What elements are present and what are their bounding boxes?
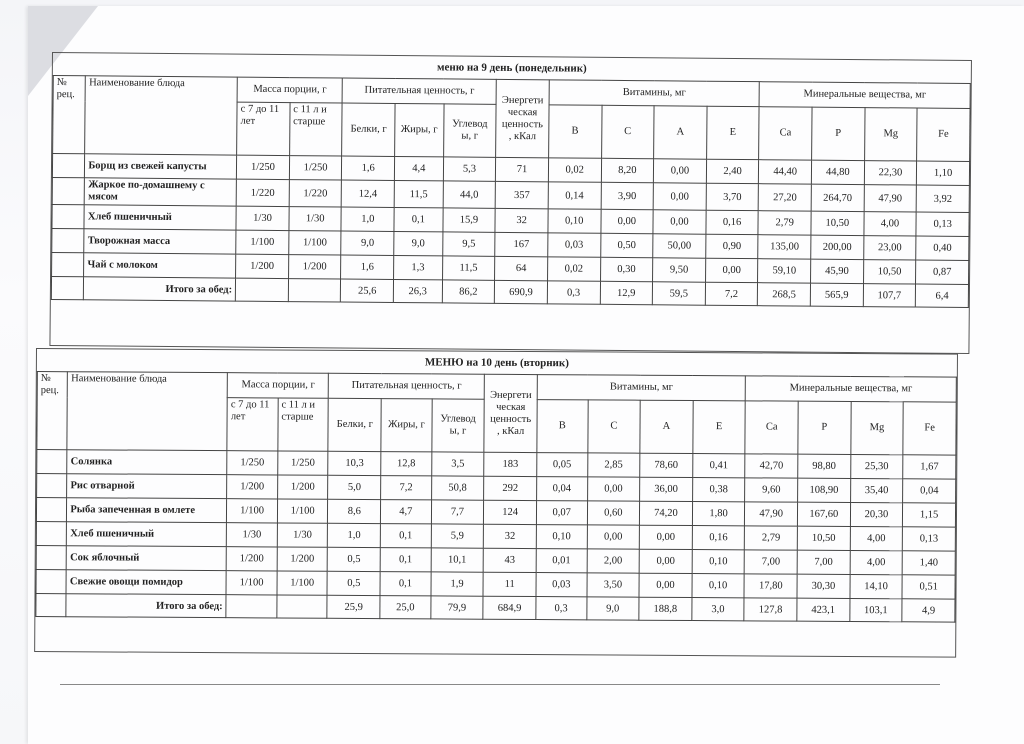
cell-vitamin-e: 2,40 [706, 159, 759, 183]
total-vitamin-c: 12,9 [600, 281, 653, 304]
cell-vitamin-a: 0,00 [639, 549, 692, 573]
cell-calcium: 2,79 [758, 211, 811, 235]
menu-block-day-10 [34, 348, 958, 658]
cell-mass-11-plus: 1/30 [277, 523, 328, 547]
cell-energy: 32 [484, 524, 537, 548]
cell-mass-11-plus: 1/250 [289, 156, 342, 180]
header-recipe-number: № рец. [53, 76, 86, 154]
cell-magnesium: 22,30 [864, 161, 917, 185]
cell-recipe-number [37, 450, 68, 474]
header-vitamin-c: C [601, 105, 654, 158]
cell-mass-7-11: 1/100 [227, 499, 278, 523]
cell-mass-11-plus: 1/200 [288, 255, 341, 279]
cell-phosphorus: 108,90 [798, 478, 851, 502]
cell-recipe-number [51, 277, 84, 300]
menu-title: МЕНЮ на 10 день (вторник) [424, 356, 569, 370]
header-phosphorus: P [812, 107, 865, 160]
cell-recipe-number [52, 253, 85, 277]
total-fat: 25,0 [380, 596, 431, 619]
cell-vitamin-c: 0,50 [600, 233, 653, 257]
cell-mass-11-plus: 1/30 [289, 207, 342, 231]
header-fat: Жиры, г [381, 399, 432, 452]
cell-energy: 357 [495, 181, 548, 208]
cell-mass-7-11: 1/100 [226, 571, 277, 595]
cell-recipe-number [52, 205, 85, 229]
cell-mass-7-11: 1/200 [227, 475, 278, 499]
cell-vitamin-c: 0,00 [587, 477, 640, 501]
cell-vitamin-b: 0,03 [548, 233, 601, 257]
cell-empty [288, 279, 341, 302]
cell-protein: 1,6 [341, 255, 394, 279]
cell-magnesium: 23,00 [863, 236, 916, 260]
cell-vitamin-b: 0,14 [548, 182, 601, 209]
cell-carbs: 44,0 [443, 181, 496, 208]
cell-recipe-number [52, 229, 85, 253]
cell-energy: 32 [495, 208, 548, 232]
cell-iron: 1,15 [903, 503, 956, 527]
cell-protein: 9,0 [341, 231, 394, 255]
header-energy: Энергети ческая ценность , кКал [496, 79, 549, 157]
total-vitamin-e: 3,0 [692, 598, 745, 621]
cell-protein: 0,5 [327, 571, 380, 595]
header-iron: Fe [917, 108, 970, 161]
cell-vitamin-c: 0,30 [600, 257, 653, 281]
cell-energy: 183 [484, 452, 537, 476]
total-magnesium: 107,7 [863, 284, 916, 307]
cell-magnesium: 20,30 [850, 502, 903, 526]
cell-vitamin-e: 0,00 [705, 258, 758, 282]
cell-recipe-number [52, 178, 85, 205]
cell-carbs: 3,5 [431, 452, 484, 476]
header-carbs: Углевод ы, г [432, 399, 485, 452]
cell-recipe-number [36, 546, 67, 570]
cell-carbs: 11,5 [442, 256, 495, 280]
cell-mass-7-11: 1/250 [227, 451, 278, 475]
cell-mass-7-11: 1/30 [236, 206, 289, 230]
cell-empty [236, 278, 289, 301]
cell-iron: 0,13 [916, 212, 969, 236]
cell-dish-name: Рыба запеченная в омлете [67, 498, 227, 523]
total-calcium: 268,5 [758, 283, 811, 306]
cell-vitamin-e: 0,16 [706, 210, 759, 234]
header-iron: Fe [903, 402, 956, 455]
total-label: Итого за обед: [84, 277, 236, 301]
cell-vitamin-c: 3,50 [587, 573, 640, 597]
total-carbs: 86,2 [442, 280, 495, 303]
cell-carbs: 9,5 [442, 232, 495, 256]
total-vitamin-b: 0,3 [547, 281, 600, 304]
cell-iron: 1,10 [917, 161, 970, 185]
cell-energy: 71 [496, 157, 549, 181]
cell-vitamin-b: 0,05 [537, 453, 588, 477]
total-carbs: 79,9 [431, 596, 484, 619]
cell-phosphorus: 44,80 [811, 160, 864, 184]
cell-calcium: 59,10 [758, 259, 811, 283]
cell-protein: 1,0 [341, 207, 394, 231]
header-vitamins: Витамины, мг [537, 375, 746, 401]
cell-recipe-number [36, 498, 67, 522]
cell-vitamin-a: 9,50 [653, 258, 706, 282]
total-vitamin-c: 9,0 [586, 597, 639, 620]
cell-mass-7-11: 1/100 [236, 230, 289, 254]
cell-vitamin-b: 0,01 [536, 549, 587, 573]
total-calcium: 127,8 [744, 598, 797, 621]
cell-iron: 1,40 [902, 551, 955, 575]
total-iron: 6,4 [916, 284, 969, 307]
cell-recipe-number [36, 570, 67, 594]
header-vitamin-c: C [587, 400, 640, 453]
cell-mass-7-11: 1/200 [236, 254, 289, 278]
cell-calcium: 17,80 [744, 574, 797, 598]
header-vitamin-e: E [706, 106, 759, 159]
cell-dish-name: Чай с молоком [84, 253, 236, 278]
total-phosphorus: 423,1 [797, 598, 850, 621]
cell-protein: 5,0 [328, 475, 381, 499]
cell-iron: 1,67 [903, 455, 956, 479]
header-vitamin-b: B [548, 105, 601, 158]
cell-carbs: 10,1 [431, 548, 484, 572]
cell-mass-11-plus: 1/250 [278, 451, 329, 475]
total-vitamin-a: 188,8 [639, 597, 692, 620]
cell-calcium: 27,20 [759, 184, 812, 211]
cell-carbs: 1,9 [431, 572, 484, 596]
total-protein: 25,9 [327, 595, 380, 618]
cell-recipe-number [52, 154, 85, 178]
cell-iron: 0,04 [903, 479, 956, 503]
cell-calcium: 44,40 [759, 160, 812, 184]
header-vitamin-b: B [537, 400, 588, 453]
header-calcium: Ca [745, 401, 798, 454]
cell-phosphorus: 98,80 [798, 454, 851, 478]
cell-phosphorus: 30,30 [797, 574, 850, 598]
cell-vitamin-c: 2,00 [587, 549, 640, 573]
cell-dish-name: Хлеб пшеничный [67, 522, 227, 547]
cell-fat: 0,1 [380, 548, 431, 572]
cell-fat: 4,4 [394, 156, 443, 180]
cell-energy: 167 [495, 232, 548, 256]
cell-vitamin-b: 0,04 [536, 477, 587, 501]
cell-magnesium: 25,30 [850, 454, 903, 478]
cell-energy: 64 [495, 256, 548, 280]
cell-mass-11-plus: 1/200 [277, 547, 328, 571]
header-fat: Жиры, г [395, 103, 444, 156]
cell-iron: 0,87 [916, 260, 969, 284]
cell-mass-11-plus: 1/220 [289, 180, 342, 207]
cell-iron: 0,51 [902, 575, 955, 599]
total-vitamin-b: 0,3 [536, 597, 587, 620]
cell-vitamin-c: 3,90 [601, 182, 654, 209]
cell-iron: 3,92 [916, 185, 969, 212]
cell-carbs: 50,8 [431, 476, 484, 500]
cell-fat: 0,1 [394, 207, 443, 231]
header-age-7-11: с 7 до 11 лет [227, 398, 278, 451]
cell-phosphorus: 7,00 [797, 550, 850, 574]
menu-title: меню на 9 день (понедельник) [436, 61, 587, 75]
total-energy: 684,9 [483, 596, 536, 619]
header-phosphorus: P [798, 401, 851, 454]
nutrition-table [51, 75, 971, 308]
header-protein: Белки, г [328, 398, 381, 451]
cell-vitamin-b: 0,02 [547, 257, 600, 281]
cell-fat: 12,8 [381, 452, 432, 476]
cell-magnesium: 4,00 [864, 212, 917, 236]
total-phosphorus: 565,9 [810, 283, 863, 306]
cell-vitamin-b: 0,03 [536, 573, 587, 597]
cell-mass-7-11: 1/250 [237, 155, 290, 179]
cell-vitamin-a: 74,20 [640, 501, 693, 525]
cell-magnesium: 4,00 [850, 550, 903, 574]
cell-empty [226, 595, 277, 618]
cell-energy: 43 [483, 548, 536, 572]
cell-vitamin-a: 36,00 [640, 477, 693, 501]
header-vitamin-e: E [693, 401, 746, 454]
cell-carbs: 7,7 [431, 500, 484, 524]
cell-vitamin-c: 0,00 [600, 209, 653, 233]
header-minerals: Минеральные вещества, мг [746, 376, 957, 402]
cell-mass-11-plus: 1/200 [277, 475, 328, 499]
cell-mass-7-11: 1/220 [236, 179, 289, 206]
total-vitamin-e: 7,2 [705, 282, 758, 305]
cell-vitamin-a: 0,00 [639, 573, 692, 597]
cell-recipe-number [36, 594, 66, 617]
cell-vitamin-a: 0,00 [653, 210, 706, 234]
header-age-11-plus: с 11 л и старше [278, 398, 329, 451]
cell-vitamin-b: 0,07 [536, 501, 587, 525]
cell-vitamin-a: 50,00 [653, 234, 706, 258]
cell-carbs: 15,9 [443, 208, 496, 232]
cell-energy: 11 [483, 572, 536, 596]
header-vitamin-a: A [640, 400, 693, 453]
cell-mass-11-plus: 1/100 [277, 571, 328, 595]
cell-vitamin-e: 3,70 [706, 183, 759, 210]
cell-calcium: 42,70 [745, 454, 798, 478]
cell-magnesium: 10,50 [863, 260, 916, 284]
cell-mass-7-11: 1/30 [227, 523, 278, 547]
page-divider-line [60, 684, 940, 685]
cell-vitamin-e: 0,90 [705, 234, 758, 258]
header-minerals: Минеральные вещества, мг [759, 82, 970, 109]
cell-calcium: 7,00 [745, 550, 798, 574]
total-magnesium: 103,1 [850, 598, 903, 621]
cell-vitamin-c: 0,60 [587, 501, 640, 525]
cell-vitamin-a: 78,60 [640, 453, 693, 477]
cell-calcium: 135,00 [758, 235, 811, 259]
cell-vitamin-e: 0,10 [692, 574, 745, 598]
cell-magnesium: 35,40 [850, 478, 903, 502]
header-portion-mass: Масса порции, г [227, 373, 328, 399]
cell-fat: 11,5 [394, 180, 443, 207]
cell-magnesium: 4,00 [850, 526, 903, 550]
cell-magnesium: 14,10 [850, 574, 903, 598]
cell-vitamin-a: 0,00 [654, 159, 707, 183]
cell-vitamin-b: 0,10 [548, 209, 601, 233]
cell-phosphorus: 200,00 [811, 235, 864, 259]
header-magnesium: Mg [851, 401, 904, 454]
cell-calcium: 2,79 [745, 526, 798, 550]
header-portion-mass: Масса порции, г [237, 77, 342, 103]
total-row [36, 594, 955, 623]
cell-vitamin-c: 0,00 [587, 525, 640, 549]
cell-carbs: 5,9 [431, 524, 484, 548]
total-label: Итого за обед: [66, 594, 226, 618]
total-protein: 25,6 [341, 279, 394, 302]
header-energy: Энергети ческая ценность , кКал [484, 374, 537, 452]
cell-protein: 1,0 [328, 523, 381, 547]
header-age-11-plus: с 11 л и старше [289, 103, 342, 156]
cell-phosphorus: 10,50 [811, 211, 864, 235]
cell-calcium: 47,90 [745, 502, 798, 526]
cell-dish-name: Солянка [67, 450, 227, 475]
cell-mass-7-11: 1/200 [226, 547, 277, 571]
cell-protein: 8,6 [328, 499, 381, 523]
cell-dish-name: Сок яблочный [67, 546, 227, 571]
cell-vitamin-a: 0,00 [639, 525, 692, 549]
cell-carbs: 5,3 [443, 157, 496, 181]
cell-vitamin-b: 0,02 [548, 158, 601, 182]
cell-iron: 0,40 [916, 236, 969, 260]
cell-protein: 0,5 [328, 547, 381, 571]
cell-phosphorus: 10,50 [797, 526, 850, 550]
cell-iron: 0,13 [903, 527, 956, 551]
nutrition-table [35, 371, 956, 623]
cell-fat: 1,3 [394, 255, 443, 279]
total-iron: 4,9 [902, 599, 955, 622]
cell-recipe-number [37, 474, 68, 498]
cell-dish-name: Свежие овощи помидор [66, 570, 226, 595]
header-dish-name: Наименование блюда [67, 372, 227, 451]
cell-phosphorus: 264,70 [811, 184, 864, 211]
cell-mass-11-plus: 1/100 [277, 499, 328, 523]
header-carbs: Углевод ы, г [443, 104, 496, 157]
cell-dish-name: Жаркое по-домашнему с мясом [85, 178, 237, 206]
total-fat: 26,3 [393, 279, 442, 302]
header-calcium: Ca [759, 107, 812, 160]
header-magnesium: Mg [864, 108, 917, 161]
cell-mass-11-plus: 1/100 [289, 231, 342, 255]
cell-protein: 10,3 [328, 451, 381, 475]
cell-vitamin-e: 1,80 [692, 502, 745, 526]
cell-energy: 124 [484, 500, 537, 524]
cell-vitamin-a: 0,00 [653, 183, 706, 210]
cell-empty [277, 595, 328, 618]
cell-protein: 1,6 [342, 156, 395, 180]
cell-vitamin-e: 0,10 [692, 550, 745, 574]
menu-block-day-9 [49, 52, 972, 354]
header-vitamin-a: A [654, 106, 707, 159]
cell-vitamin-e: 0,41 [692, 454, 745, 478]
cell-fat: 0,1 [380, 572, 431, 596]
header-nutrition: Питательная ценность, г [343, 78, 497, 104]
cell-protein: 12,4 [342, 180, 395, 207]
cell-vitamin-e: 0,38 [692, 478, 745, 502]
cell-fat: 9,0 [394, 231, 443, 255]
cell-fat: 4,7 [381, 500, 432, 524]
header-dish-name: Наименование блюда [85, 76, 237, 155]
cell-dish-name: Рис отварной [67, 474, 227, 499]
cell-phosphorus: 45,90 [811, 259, 864, 283]
cell-energy: 292 [484, 476, 537, 500]
cell-dish-name: Хлеб пшеничный [84, 205, 236, 230]
cell-vitamin-c: 2,85 [587, 453, 640, 477]
cell-calcium: 9,60 [745, 478, 798, 502]
header-recipe-number: № рец. [37, 372, 68, 450]
cell-vitamin-e: 0,16 [692, 526, 745, 550]
total-energy: 690,9 [495, 280, 548, 303]
cell-dish-name: Борщ из свежей капусты [85, 154, 237, 179]
header-protein: Белки, г [342, 103, 395, 156]
header-nutrition: Питательная ценность, г [329, 373, 485, 399]
cell-magnesium: 47,90 [864, 185, 917, 212]
header-age-7-11: с 7 до 11 лет [237, 102, 290, 155]
total-vitamin-a: 59,5 [652, 282, 705, 305]
cell-fat: 0,1 [380, 524, 431, 548]
cell-fat: 7,2 [381, 476, 432, 500]
cell-dish-name: Творожная масса [84, 229, 236, 254]
cell-vitamin-b: 0,10 [536, 525, 587, 549]
header-vitamins: Витамины, мг [549, 80, 760, 107]
cell-vitamin-c: 8,20 [601, 158, 654, 182]
cell-recipe-number [36, 522, 67, 546]
cell-phosphorus: 167,60 [797, 502, 850, 526]
